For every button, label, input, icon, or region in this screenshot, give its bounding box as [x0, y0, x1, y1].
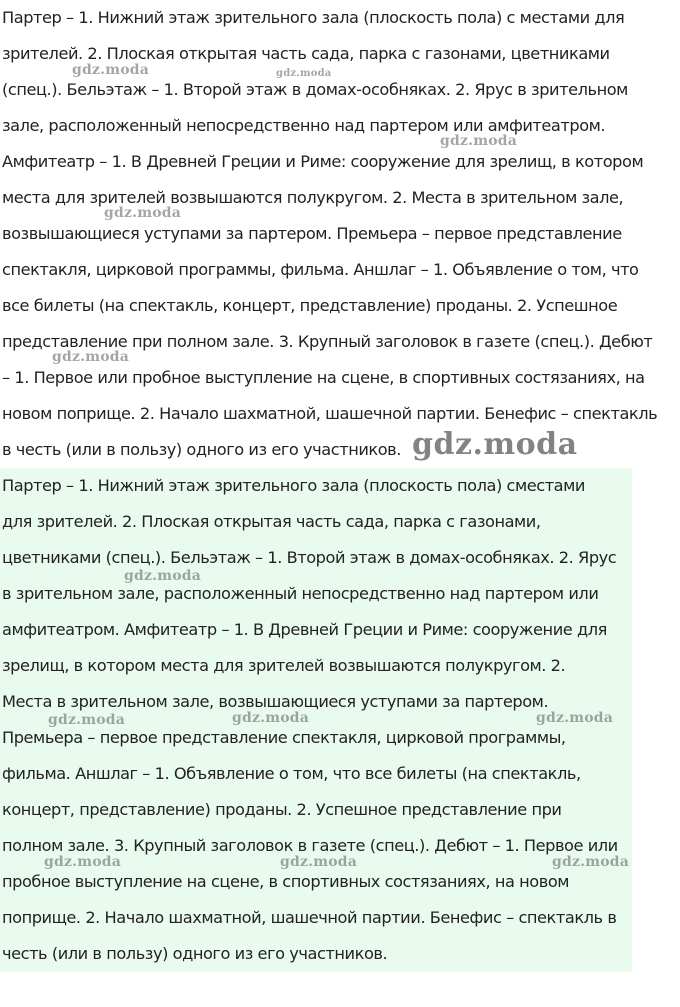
text-line: – 1. Первое или пробное выступление на сцене, в спортивных состязаниях, на [2, 368, 645, 387]
text-line: в зрительном зале, расположенный непосредственно над партером или [2, 584, 599, 603]
text-line: в честь (или в пользу) одного из его участников. [2, 440, 401, 459]
watermark: gdz.moda [280, 854, 358, 870]
watermark: gdz.moda [44, 854, 122, 870]
watermark: gdz.moda [48, 712, 126, 728]
text-line: цветниками (спец.). Бельэтаж – 1. Второй этаж в домах-особняках. 2. Ярус [2, 548, 617, 567]
text-line: Партер – 1. Нижний этаж зрительного зала (плоскость пола) с местами для [2, 8, 625, 27]
text-line: спектакля, цирковой программы, фильма. Аншлаг – 1. Объявление о том, что [2, 260, 639, 279]
text-line: места для зрителей возвышаются полукругом. 2. Места в зрительном зале, [2, 188, 624, 207]
text-line: амфитеатром. Амфитеатр – 1. В Древней Греции и Риме: сооружение для [2, 620, 607, 639]
original-text-block [0, 0, 676, 468]
watermark: gdz.moda [536, 710, 614, 726]
watermark: gdz.moda [412, 427, 578, 462]
text-line: все билеты (на спектакль, концерт, представление) проданы. 2. Успешное [2, 296, 618, 315]
watermark: gdz.moda [276, 68, 332, 79]
answer-paragraph [0, 468, 632, 972]
text-line: полном зале. 3. Крупный заголовок в газете (спец.). Дебют – 1. Первое или [2, 836, 618, 855]
text-line: представление при полном зале. 3. Крупный заголовок в газете (спец.). Дебют [2, 332, 653, 351]
text-line: Партер – 1. Нижний этаж зрительного зала (плоскость пола) сместами [2, 476, 585, 495]
text-line: честь (или в пользу) одного из его участников. [2, 944, 388, 963]
text-line: пробное выступление на сцене, в спортивных состязаниях, на новом [2, 872, 570, 891]
watermark: gdz.moda [552, 854, 630, 870]
text-line: возвышающиеся уступами за партером. Премьера – первое представление [2, 224, 622, 243]
answer-text-block [0, 468, 632, 972]
text-line: поприще. 2. Начало шахматной, шашечной партии. Бенефис – спектакль в [2, 908, 617, 927]
watermark: gdz.moda [232, 710, 310, 726]
watermark: gdz.moda [440, 133, 518, 149]
original-paragraph [0, 0, 676, 468]
text-line: зрителей. 2. Плоская открытая часть сада, парка с газонами, цветниками [2, 44, 610, 63]
text-line: (спец.). Бельэтаж – 1. Второй этаж в домах-особняках. 2. Ярус в зрительном [2, 80, 628, 99]
watermark: gdz.moda [52, 349, 130, 365]
watermark: gdz.moda [104, 205, 182, 221]
text-line: Амфитеатр – 1. В Древней Греции и Риме: сооружение для зрелищ, в котором [2, 152, 644, 171]
watermark: gdz.moda [124, 568, 202, 584]
text-line: фильма. Аншлаг – 1. Объявление о том, что все билеты (на спектакль, [2, 764, 581, 783]
watermark: gdz.moda [72, 62, 150, 78]
text-line: Премьера – первое представление спектакля, цирковой программы, [2, 728, 566, 747]
text-line: зрелищ, в котором места для зрителей возвышаются полукругом. 2. [2, 656, 566, 675]
text-line: Места в зрительном зале, возвышающиеся уступами за партером. [2, 692, 549, 711]
text-line: зале, расположенный непосредственно над партером или амфитеатром. [2, 116, 606, 135]
text-line: новом поприще. 2. Начало шахматной, шашечной партии. Бенефис – спектакль [2, 404, 658, 423]
text-line: для зрителей. 2. Плоская открытая часть сада, парка с газонами, [2, 512, 541, 531]
text-line: концерт, представление) проданы. 2. Успешное представление при [2, 800, 562, 819]
